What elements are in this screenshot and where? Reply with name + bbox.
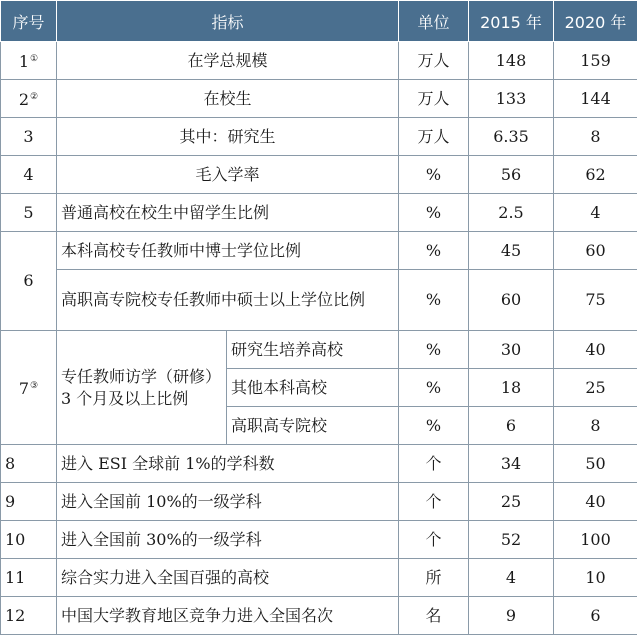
row-2020: 10 — [554, 559, 637, 597]
row-no-text: 7 — [18, 379, 30, 398]
row-2015: 148 — [469, 42, 554, 80]
row-unit: % — [399, 156, 469, 194]
row-indicator: 其中：研究生 — [57, 118, 399, 156]
table-row — [1, 483, 637, 521]
row-unit: 个 — [399, 521, 469, 559]
row-no: 8 — [1, 445, 57, 483]
row-indicator: 中国大学教育地区竞争力进入全国名次 — [57, 597, 399, 635]
header-unit: 单位 — [399, 1, 469, 42]
row-no: 4 — [1, 156, 57, 194]
table-row — [1, 331, 637, 369]
row-2015: 30 — [469, 331, 554, 369]
row-2020: 25 — [554, 369, 637, 407]
row-no: 3 — [1, 118, 57, 156]
footnote-mark: ② — [30, 92, 39, 102]
row-2020: 100 — [554, 521, 637, 559]
row-no-text: 1 — [18, 52, 30, 71]
row-2015: 133 — [469, 80, 554, 118]
row-2020: 159 — [554, 42, 637, 80]
row-unit: % — [399, 232, 469, 270]
row-indicator: 高职高专院校专任教师中硕士以上学位比例 — [57, 270, 399, 331]
row-2015: 25 — [469, 483, 554, 521]
row-2015: 34 — [469, 445, 554, 483]
row-unit: 个 — [399, 445, 469, 483]
table-row — [1, 445, 637, 483]
row-2015: 56 — [469, 156, 554, 194]
row-2020: 4 — [554, 194, 637, 232]
row-unit: 所 — [399, 559, 469, 597]
row-indicator: 毛入学率 — [57, 156, 399, 194]
row-2015: 18 — [469, 369, 554, 407]
row-2020: 60 — [554, 232, 637, 270]
row-indicator: 进入 ESI 全球前 1%的学科数 — [57, 445, 399, 483]
row-2020: 75 — [554, 270, 637, 331]
row-2015: 4 — [469, 559, 554, 597]
table-row — [1, 194, 637, 232]
table-row — [1, 559, 637, 597]
row-unit: 名 — [399, 597, 469, 635]
row-unit: 万人 — [399, 80, 469, 118]
table-row — [1, 42, 637, 80]
row-2020: 40 — [554, 483, 637, 521]
row-unit: % — [399, 331, 469, 369]
row-indicator: 进入全国前 10%的一级学科 — [57, 483, 399, 521]
row-indicator: 在校生 — [57, 80, 399, 118]
row-indicator: 进入全国前 30%的一级学科 — [57, 521, 399, 559]
row-unit: 万人 — [399, 42, 469, 80]
table-row — [1, 118, 637, 156]
table-row — [1, 270, 637, 331]
row-indicator: 普通高校在校生中留学生比例 — [57, 194, 399, 232]
row-2015: 52 — [469, 521, 554, 559]
table-row — [1, 232, 637, 270]
row-2020: 8 — [554, 118, 637, 156]
row-unit: % — [399, 407, 469, 445]
row-2015: 2.5 — [469, 194, 554, 232]
row-indicator: 在学总规模 — [57, 42, 399, 80]
row-no-text: 2 — [18, 90, 30, 109]
row-2015: 6 — [469, 407, 554, 445]
row-indicator: 本科高校专任教师中博士学位比例 — [57, 232, 399, 270]
header-2020: 2020 年 — [554, 1, 637, 42]
row-2015: 6.35 — [469, 118, 554, 156]
footnote-mark: ③ — [30, 381, 39, 391]
row-2020: 50 — [554, 445, 637, 483]
row-2020: 144 — [554, 80, 637, 118]
row-category: 其他本科高校 — [227, 369, 399, 407]
row-no — [1, 42, 57, 80]
table-row — [1, 80, 637, 118]
row-2015: 60 — [469, 270, 554, 331]
row-no — [1, 80, 57, 118]
header-2015: 2015 年 — [469, 1, 554, 42]
row-no: 12 — [1, 597, 57, 635]
row-category: 研究生培养高校 — [227, 331, 399, 369]
row-indicator: 专任教师访学（研修）3 个月及以上比例 — [57, 331, 227, 445]
row-2020: 40 — [554, 331, 637, 369]
row-no: 10 — [1, 521, 57, 559]
row-no — [1, 331, 57, 445]
footnote-mark: ① — [30, 54, 39, 64]
header-no: 序号 — [1, 1, 57, 42]
row-category: 高职高专院校 — [227, 407, 399, 445]
header-indicator: 指标 — [57, 1, 399, 42]
row-unit: % — [399, 194, 469, 232]
row-no: 9 — [1, 483, 57, 521]
row-no: 6 — [1, 232, 57, 331]
row-unit: 万人 — [399, 118, 469, 156]
table-row — [1, 597, 637, 635]
row-no: 5 — [1, 194, 57, 232]
row-2020: 62 — [554, 156, 637, 194]
row-2015: 9 — [469, 597, 554, 635]
row-2020: 8 — [554, 407, 637, 445]
row-indicator: 综合实力进入全国百强的高校 — [57, 559, 399, 597]
row-no: 11 — [1, 559, 57, 597]
row-2020: 6 — [554, 597, 637, 635]
header-row — [1, 1, 637, 42]
table-row — [1, 521, 637, 559]
row-unit: 个 — [399, 483, 469, 521]
row-unit: % — [399, 270, 469, 331]
table-row — [1, 156, 637, 194]
row-2015: 45 — [469, 232, 554, 270]
row-unit: % — [399, 369, 469, 407]
